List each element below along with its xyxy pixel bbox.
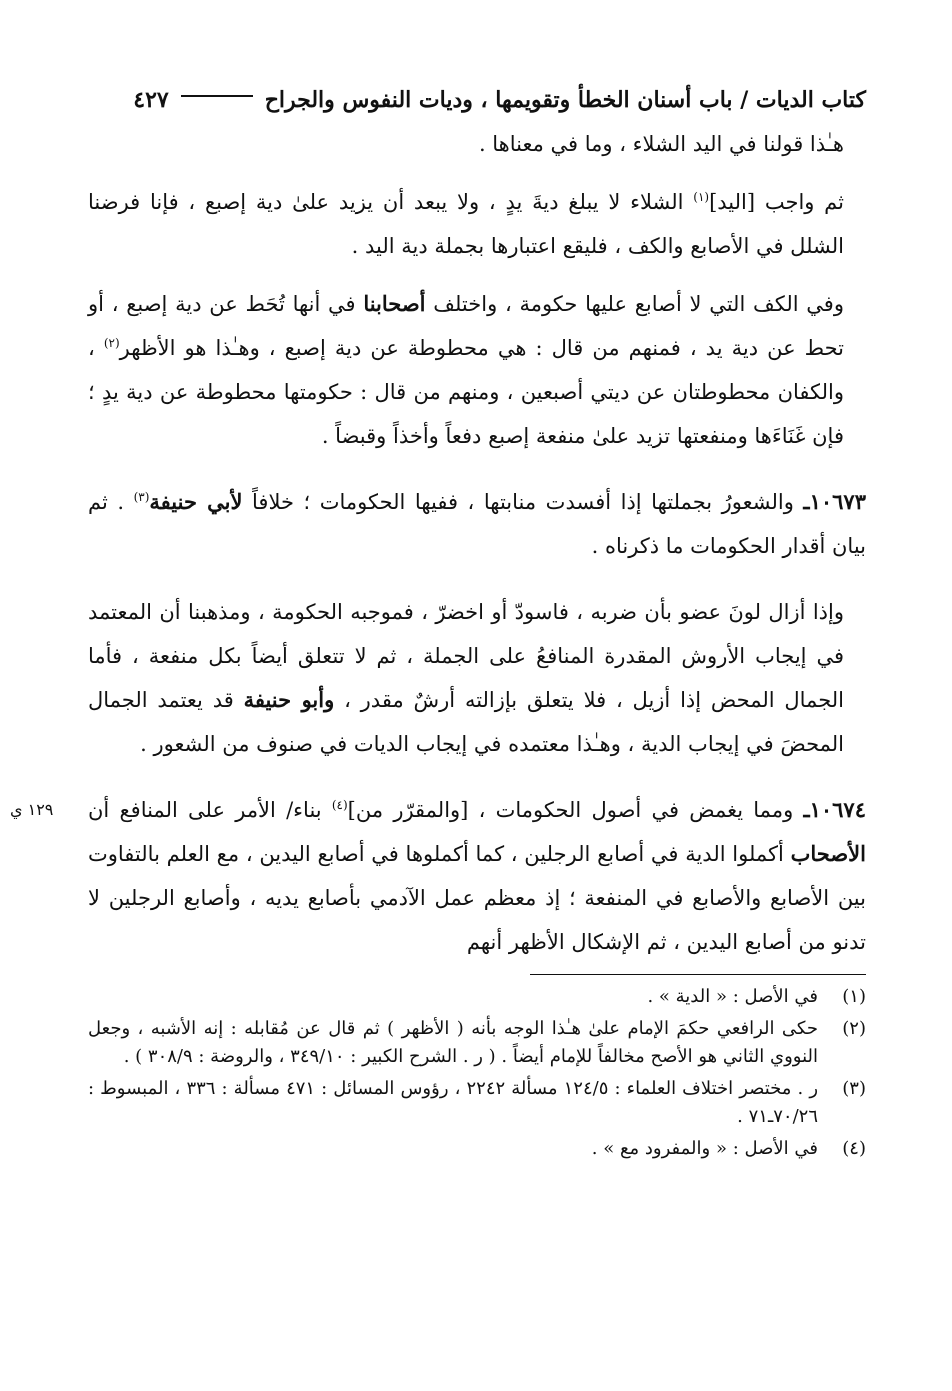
main-text	[10, 122, 866, 964]
paragraph-3-text-b: في أنها تُحَط عن دية إصبع ، أو تحط عن دية يد ، فمنهم من قال : هي محطوطة عن دية إصبع ، وهـٰذا هو الأظهر	[88, 292, 845, 360]
footnote-text: في الأصل : « والمفرود مع » .	[591, 1138, 818, 1159]
issue-number-10674: ١٠٦٧٤ـ	[803, 797, 866, 822]
paragraph-1	[88, 122, 866, 166]
footnote-ref-4: (٤)	[331, 798, 348, 812]
footnote-3	[88, 1075, 866, 1131]
paragraph-5-text-b: قد يعتمد الجمال المحضَ في إيجاب الدية ، وهـٰذا معتمده في إيجاب الديات في صنوف من الشعور .	[88, 688, 844, 756]
margin-folio-note: ١٢٩ ي	[10, 800, 54, 819]
header-rule	[181, 95, 253, 97]
paragraph-4-text-a: والشعورُ بجملتها إذا أفسدت منابتها ، ففيها الحكومات ؛ خلافاً	[242, 490, 804, 514]
paragraph-3	[88, 282, 866, 458]
footnote-ref-1: (١)	[693, 190, 710, 204]
paragraph-3-text-a: وفي الكف التي لا أصابع عليها حكومة ، واختلف	[425, 292, 844, 316]
paragraph-5-bold: وأبو حنيفة	[243, 687, 335, 712]
footnote-text: ر . مختصر اختلاف العلماء : ١٢٤/٥ مسألة ٢٢٤٢ ، رؤوس المسائل : ٤٧١ مسألة : ٣٣٦ ، المبسوط : ٧٠/٢٦ـ٧١ .	[88, 1078, 819, 1127]
page-number: ٤٢٧	[133, 87, 169, 113]
paragraph-5	[88, 590, 866, 766]
paragraph-6	[10, 788, 866, 964]
paragraph-3-text-c: ، والكفان محطوطتان عن ديتي أصبعين ، ومنهم من قال : حكومتها محطوطة عن دية يدٍ ؛ فإن غَنَاءَها ومنفعتها تزيد علىٰ منفعة إصبع دفعاً وأخذاً وقبضاً .	[88, 336, 844, 448]
running-header	[88, 78, 866, 122]
footnote-4	[88, 1135, 866, 1163]
footnote-number: (٣)	[842, 1078, 866, 1099]
header-title: كتاب الديات / باب أسنان الخطأ وتقويمها ، وديات النفوس والجراح	[264, 87, 866, 113]
footnote-ref-2: (٢)	[103, 336, 120, 350]
paragraph-4	[88, 480, 866, 568]
footnote-ref-3: (٣)	[133, 490, 150, 504]
paragraph-4-text-b: . ثم بيان أقدار الحكومات ما ذكرناه .	[88, 490, 866, 558]
paragraph-6-text-b: بناء/ الأمر على المنافع أن	[88, 798, 332, 822]
paragraph-2-text-a: ثم واجب [اليد]	[709, 190, 844, 214]
issue-number-10673: ١٠٦٧٣ـ	[803, 489, 866, 514]
paragraph-2	[88, 180, 866, 268]
paragraph-5-text-a: وإذا أزال لونَ عضو بأن ضربه ، فاسودّ أو اخضرّ ، فموجبه الحكومة ، ومذهبنا أن المعتمد في إيجاب الأروش المقدرة المنافعُ على الجملة ، ثم لا تتعلق أيضاً بكل منفعة ، فأما الجمال المحض إذا أزيل ، فلا يتعلق بإزالته أرشٌ مقدر ،	[88, 600, 844, 712]
footnotes	[88, 983, 866, 1163]
paragraph-4-bold: لأبي حنيفة	[149, 489, 243, 514]
paragraph-6-bold: الأصحاب	[790, 841, 866, 866]
footnote-2	[88, 1015, 866, 1071]
footnote-text: حكى الرافعي حكمَ الإمام علىٰ هـٰذا الوجه بأنه ( الأظهر ) ثم قال عن مُقابله : إنه الأشبه ، وجعل النووي الثاني هو الأصح مخالفاً للإمام أيضاً . ( ر . الشرح الكبير : ٣٤٩/١٠ ، والروضة : ٣٠٨/٩ ) .	[88, 1018, 818, 1067]
page	[10, 78, 866, 1378]
footnote-separator	[530, 974, 866, 975]
footnote-text: في الأصل : « الدية » .	[647, 986, 818, 1007]
footnote-number: (٤)	[842, 1138, 866, 1159]
paragraph-6-text-c: أكملوا الدية في أصابع الرجلين ، كما أكملوها في أصابع اليدين ، مع العلم بالتفاوت بين الأصابع والأصابع في المنفعة ؛ إذ معظم عمل الآدمي بأصابع يديه ، وأصابع الرجلين لا تدنو من أصابع اليدين ، ثم الإشكال الأظهر أنهم	[88, 842, 866, 954]
paragraph-2-text-b: الشلاء لا يبلغ ديةَ يدٍ ، ولا يبعد أن يزيد علىٰ دية إصبع ، فإنا فرضنا الشلل في الأصابع والكف ، فليقع اعتبارها بجملة دية اليد .	[88, 190, 844, 258]
paragraph-6-text-a: ومما يغمض في أصول الحكومات ، [والمقرّر من]	[347, 798, 804, 822]
footnote-number: (١)	[842, 986, 866, 1007]
footnote-1	[88, 983, 866, 1011]
paragraph-3-bold: أصحابنا	[363, 291, 426, 316]
paragraph-1-text: هـٰذا قولنا في اليد الشلاء ، وما في معناها .	[478, 132, 844, 156]
footnote-number: (٢)	[842, 1018, 866, 1039]
